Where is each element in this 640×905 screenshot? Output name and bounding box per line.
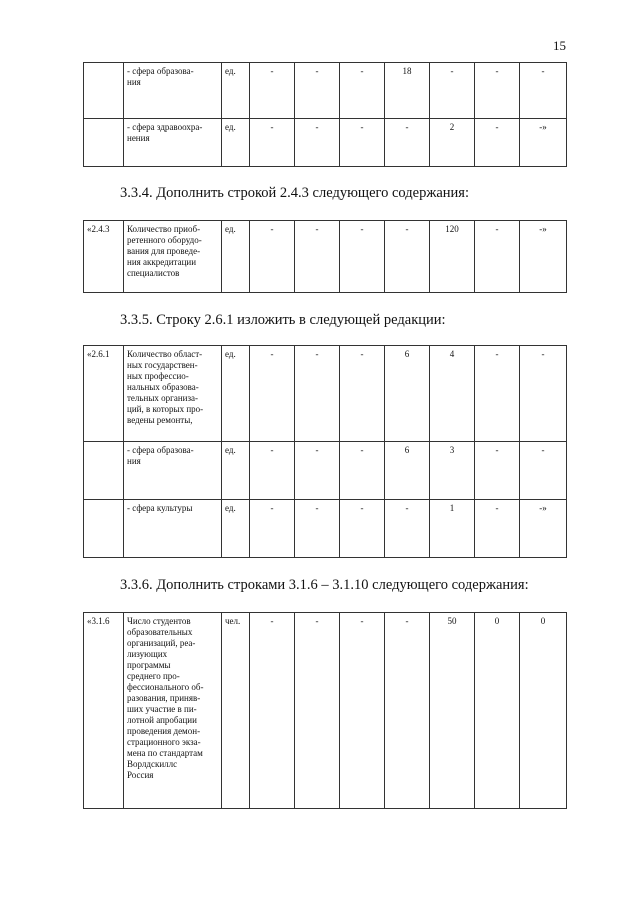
row-value: 6 <box>385 346 430 442</box>
row-name: Число студентов образовательных организаций, реа- лизующих программы среднего про- фессионального об- разования, приняв- ших участие в пи- лотной апробации проведения демон- страционного экза- мена по стандартам Ворлдскиллс Россия <box>124 613 222 809</box>
row-value: - <box>340 613 385 809</box>
row-value: 18 <box>385 63 430 119</box>
row-value: 6 <box>385 442 430 500</box>
row-value: - <box>385 613 430 809</box>
table-continuation <box>83 62 567 167</box>
row-value: 50 <box>430 613 475 809</box>
row-value: - <box>340 500 385 558</box>
row-name: - сфера образова- ния <box>124 63 222 119</box>
row-value: - <box>295 221 340 293</box>
row-value: - <box>295 500 340 558</box>
table-row <box>84 63 567 119</box>
row-name: Количество област- ных государствен- ных профессио- нальных образова- тельных организа- ций, в которых про- ведены ремонты, <box>124 346 222 442</box>
row-value: 0 <box>475 613 520 809</box>
row-number <box>84 442 124 500</box>
table-row <box>84 119 567 167</box>
row-value: - <box>250 221 295 293</box>
row-number: «2.6.1 <box>84 346 124 442</box>
row-name: - сфера культуры <box>124 500 222 558</box>
row-name: - сфера здравоохра- нения <box>124 119 222 167</box>
row-value: - <box>475 119 520 167</box>
row-value: - <box>385 221 430 293</box>
section-heading: 3.3.5. Строку 2.6.1 изложить в следующей редакции: <box>120 312 446 328</box>
row-number: «2.4.3 <box>84 221 124 293</box>
row-unit: ед. <box>222 221 250 293</box>
row-value: - <box>475 346 520 442</box>
row-value: - <box>250 500 295 558</box>
row-value: - <box>295 346 340 442</box>
row-name: - сфера образова- ния <box>124 442 222 500</box>
table-row-2-4-3 <box>83 220 567 293</box>
row-name: Количество приоб- ретенного оборудо- вания для проведе- ния аккредитации специалистов <box>124 221 222 293</box>
table-row <box>84 500 567 558</box>
row-value: - <box>295 442 340 500</box>
row-value: - <box>385 119 430 167</box>
row-value: - <box>295 613 340 809</box>
row-value: 2 <box>430 119 475 167</box>
row-value: -» <box>520 500 567 558</box>
row-value: 4 <box>430 346 475 442</box>
row-value: - <box>520 63 567 119</box>
row-value: - <box>340 63 385 119</box>
row-number <box>84 119 124 167</box>
row-value: - <box>250 613 295 809</box>
row-value: - <box>475 442 520 500</box>
row-value: - <box>340 119 385 167</box>
table-row <box>84 221 567 293</box>
row-value: - <box>340 346 385 442</box>
table-row <box>84 346 567 442</box>
table-row-3-1-6 <box>83 612 567 809</box>
row-value: - <box>250 442 295 500</box>
row-value: - <box>340 221 385 293</box>
page-number: 15 <box>553 38 566 53</box>
table-row-2-6-1 <box>83 345 567 558</box>
row-value: - <box>520 346 567 442</box>
row-value: - <box>475 63 520 119</box>
row-number: «3.1.6 <box>84 613 124 809</box>
row-value: - <box>385 500 430 558</box>
row-unit: ед. <box>222 500 250 558</box>
row-value: -» <box>520 221 567 293</box>
row-number <box>84 500 124 558</box>
row-value: - <box>475 500 520 558</box>
row-unit: ед. <box>222 119 250 167</box>
row-value: 1 <box>430 500 475 558</box>
row-value: 3 <box>430 442 475 500</box>
row-value: 0 <box>520 613 567 809</box>
section-heading: 3.3.4. Дополнить строкой 2.4.3 следующего содержания: <box>120 185 469 201</box>
table-row <box>84 442 567 500</box>
row-unit: ед. <box>222 346 250 442</box>
row-unit: ед. <box>222 63 250 119</box>
row-value: - <box>250 346 295 442</box>
row-value: - <box>295 63 340 119</box>
row-value: - <box>340 442 385 500</box>
row-value: 120 <box>430 221 475 293</box>
row-value: - <box>430 63 475 119</box>
row-unit: чел. <box>222 613 250 809</box>
row-value: - <box>520 442 567 500</box>
row-value: - <box>250 63 295 119</box>
row-number <box>84 63 124 119</box>
table-row <box>84 613 567 809</box>
section-heading: 3.3.6. Дополнить строками 3.1.6 – 3.1.10 следующего содержания: <box>120 577 529 593</box>
row-unit: ед. <box>222 442 250 500</box>
row-value: - <box>295 119 340 167</box>
row-value: - <box>250 119 295 167</box>
row-value: - <box>475 221 520 293</box>
row-value: -» <box>520 119 567 167</box>
